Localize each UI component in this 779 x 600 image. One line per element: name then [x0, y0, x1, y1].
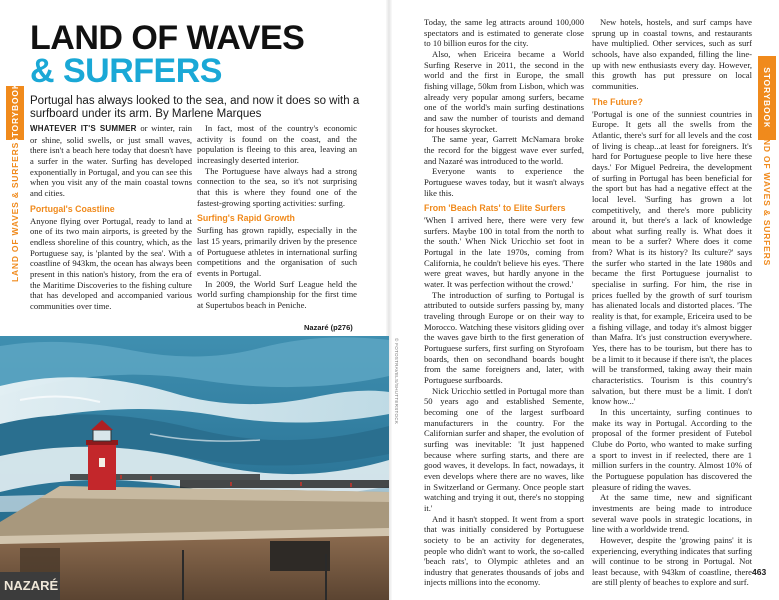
nazare-lighthouse-illustration: [0, 336, 389, 600]
nazare-photo: [0, 336, 389, 600]
paragraph: In 2009, the World Surf League held the world surfing championship for the first time at Supertubos beach in Peniche.: [197, 278, 357, 310]
paragraph: Surfing has grown rapidly, especially in the last 15 years, primarily driven by the presence of Portuguese athletes in international surfing competitions and the organisation of such events in Portugal.: [197, 225, 357, 278]
column-4: [592, 17, 752, 588]
paragraph-text: or winter, rain or shine, solid swells, or just small waves, there isn't a beach here today that doesn't have a surfer in the water. Surfing has developed exponentially in Portugal, and you can see this when you visit any of the main coastal towns and cities.: [30, 123, 192, 198]
column-1: [30, 123, 192, 312]
right-section-label: LAND OF WAVES & SURFERS: [762, 125, 772, 267]
left-storybook-label: STORYBOOK: [10, 82, 20, 144]
photo-caption: Nazaré (p276): [304, 323, 353, 332]
paragraph: And it hasn't stopped. It went from a sport that was initially considered by Portuguese society to be an activity for degenerates, people who didn't want to work, the so-called 'beach rats', to Olympic athletes and an industry that generates thousands of jobs and injects millions into the economy.: [424, 513, 584, 588]
photo-sign-text: NAZARÉ: [4, 578, 59, 593]
subheading: Surfing's Rapid Growth: [197, 213, 295, 224]
paragraph: The introduction of surfing to Portugal is attributed to outside surfers passing by, many traveling through Europe or on their way to Morocco. Watching these visitors gliding over the waves gave birth to the first generation of Portuguese surfers, first surfing on Styrofoam boards, then on secondhand boards bought from the same foreigners and, later, with Portuguese surfboards.: [424, 289, 584, 385]
paragraph: Today, the same leg attracts around 100,000 spectators and is estimated to generate close to 10 billion euros for the city.: [424, 17, 584, 49]
paragraph: New hotels, hostels, and surf camps have sprung up in coastal towns, and restaurants have multiplied. Other services, such as surf schools, have also expanded, filling the line-up with new enthusiasts every day. However, this growth has put pressure on local communities.: [592, 17, 752, 91]
paragraph: [30, 123, 192, 199]
subheading: Portugal's Coastline: [30, 203, 115, 214]
paragraph: In fact, most of the country's economic activity is found on the coast, and the population is fleeing to this area, leaving an increasingly deserted interior.: [197, 123, 357, 165]
paragraph: Everyone wants to experience the Portuguese waves today, but it wasn't always like this.: [424, 166, 584, 198]
lead-in: WHATEVER IT'S SUMMER: [30, 124, 137, 133]
title-line-2: & SURFERS: [30, 52, 222, 90]
photo-credit: © FOTOSTRAVELS/SHUTTERSTOCK: [394, 338, 399, 425]
paragraph: 'Portugal is one of the sunniest countries in Europe. It gets all the swells from the Atlantic, there's surf for all levels and the cost of living is cheap...at least for foreigners. It's hard for Portuguese people to live here these days.' For Miguel Pedreira, the development of surfing in Portugal has been beneficial for the sport but has had a negative effect at the local level. 'Surfing has grown a lot competitively, and there's more publicity around it, but there's a lack of knowledge about what surfing really is. What does it mean to be a surfer? Where does it come from? What is its history? Its culture?' says the surfer who started in the late 1980s and became the first Portuguese journalist to specialise in surfing. For him, the rise in prices fuelled by the growth of surf tourism has alienated locals and distorted places. 'The reality is that, for example, Ericeira used to be a fishing village, and today it's almost bigger than Mafra. It's just construction everywhere. Yes, there has to be tourism, but there has to be a limit to it because if there isn't, the places will be transformed, taking away their main characteristics. Tourism is this country's salvation, but there must be a limit. I don't know how...': [592, 108, 752, 407]
page-number: 463: [752, 567, 767, 577]
title-line-1: LAND OF WAVES: [30, 19, 305, 57]
paragraph: At the same time, new and significant investments are being made to introduce several wave pools in strategic locations, in line with a worldwide trend.: [592, 492, 752, 535]
paragraph: In this uncertainty, surfing continues to make its way in Portugal. According to the proposal of the former president of Futebol Clube do Porto, who wanted to make surfing a sport to invest in if reelected, there are 1 million surfers in the country. Almost 10% of the Portuguese population has discovered the pleasure of riding the waves.: [592, 406, 752, 492]
article-standfirst: Portugal has always looked to the sea, and now it does so with a surfboard under its arm. By Marlene Marques: [30, 95, 360, 120]
subheading: The Future?: [592, 96, 643, 107]
column-3: [424, 17, 584, 588]
subheading: From 'Beach Rats' to Elite Surfers: [424, 203, 566, 214]
column-2: [197, 123, 357, 311]
paragraph: Anyone flying over Portugal, ready to land at one of its two main airports, is greeted by the endless shoreline of this country, which, as the Portuguese say, is 'planted by the sea'. With a coastline of 943km, the ocean has always been present in this nation's history, from the era of the Maritime Discoveries to the fishing culture that has developed and accompanied various communities over time.: [30, 215, 192, 311]
left-section-label: LAND OF WAVES & SURFERS: [10, 141, 20, 283]
paragraph: 'When I arrived here, there were very few surfers. Maybe 100 in total from the north to the south.' When Nick Uricchio set foot in Portugal in the late 1970s, coming from California, he couldn't believe his eyes. 'There were great waves, but hardly anyone in the water. It was perfection without the crowd.': [424, 215, 584, 290]
paragraph: Also, when Ericeira became a World Surfing Reserve in 2011, the second in the world and the first in Europe, the small fishing village, 50km from Lisbon, which was already very popular among surfers, became one of the world's main surfing destinations and saw the number of tourists and demand for houses skyrocket.: [424, 48, 584, 134]
paragraph: Nick Uricchio settled in Portugal more than 50 years ago and established Semente, becoming one of the largest surfboard manufacturers in the country. For the Californian surfer and shaper, the evolution of surfing was inevitable: 'It just happened because where surfing starts, and there are good waves, it develops. In fact, nowadays, it even develops where there are no waves, like in Switzerland or Germany. Once people start watching and trying it out, there's no stopping it.': [424, 385, 584, 513]
paragraph: The Portuguese have always had a strong connection to the sea, so it's not surprising that this is where they found one of the fastest-growing sporting activities: surfing.: [197, 165, 357, 208]
paragraph: However, despite the 'growing pains' it is experiencing, everything indicates that surfing will continue to be strong in Portugal. Not least because, with 943km of coastline, there are still plenty of beaches to explore and surf.: [592, 534, 752, 588]
right-storybook-label: STORYBOOK: [762, 67, 772, 129]
paragraph: The same year, Garrett McNamara broke the record for the biggest wave ever surfed, and Nazaré was introduced to the world.: [424, 134, 584, 166]
article-title: [30, 19, 305, 90]
